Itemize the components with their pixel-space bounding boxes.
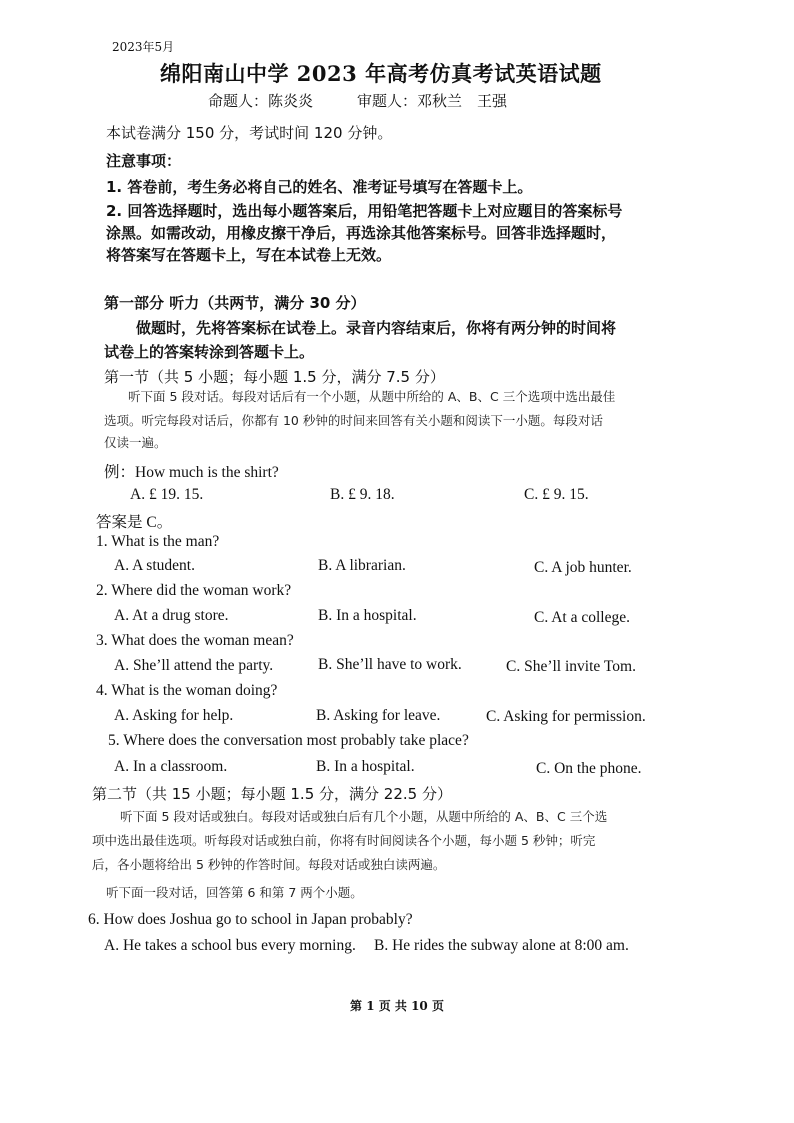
question-3: 3. What does the woman mean? bbox=[96, 632, 294, 649]
q3-option-c: C. She’ll invite Tom. bbox=[506, 658, 636, 675]
reviewer: 审题人：邓秋兰 王强 bbox=[357, 92, 508, 110]
q1-option-b: B. A librarian. bbox=[318, 557, 406, 574]
section2-sub-instruction: 听下面一段对话，回答第 6 和第 7 两个小题。 bbox=[106, 885, 363, 900]
setter: 命题人：陈炎炎 bbox=[208, 92, 314, 110]
exam-title: 绵阳南山中学 2023 年高考仿真考试英语试题 bbox=[160, 61, 602, 86]
q5-option-b: B. In a hospital. bbox=[316, 758, 415, 775]
section1-heading: 第一节（共 5 小题；每小题 1.5 分，满分 7.5 分） bbox=[104, 368, 445, 386]
q5-option-c: C. On the phone. bbox=[536, 760, 642, 777]
section2-heading: 第二节（共 15 小题；每小题 1.5 分，满分 22.5 分） bbox=[92, 785, 452, 803]
section1-instruction-line-3: 仅读一遍。 bbox=[104, 435, 167, 450]
q2-option-b: B. In a hospital. bbox=[318, 607, 417, 624]
q2-option-a: A. At a drug store. bbox=[114, 607, 229, 624]
section1-instruction-line-1: 听下面 5 段对话。每段对话后有一个小题，从题中所给的 A、B、C 三个选项中选出最佳 bbox=[128, 389, 616, 404]
part1-heading: 第一部分 听力（共两节，满分 30 分） bbox=[104, 294, 366, 312]
note-item-2-line-2: 涂黑。如需改动，用橡皮擦干净后，再选涂其他答案标号。回答非选择题时， bbox=[106, 224, 617, 242]
question-5: 5. Where does the conversation most probably take place? bbox=[108, 732, 469, 749]
exam-info: 本试卷满分 150 分，考试时间 120 分钟。 bbox=[106, 124, 393, 142]
q1-option-a: A. A student. bbox=[114, 557, 195, 574]
part1-instruction-line-2: 试卷上的答案转涂到答题卡上。 bbox=[104, 343, 315, 361]
q1-option-c: C. A job hunter. bbox=[534, 559, 632, 576]
question-6: 6. How does Joshua go to school in Japan probably? bbox=[88, 911, 413, 928]
q6-option-a: A. He takes a school bus every morning. bbox=[104, 937, 356, 954]
authors-line bbox=[208, 90, 507, 111]
q5-option-a: A. In a classroom. bbox=[114, 758, 228, 775]
section2-instruction-line-2: 项中选出最佳选项。听每段对话或独白前，你将有时间阅读各个小题，每小题 5 秒钟；听完 bbox=[92, 833, 596, 848]
question-2: 2. Where did the woman work? bbox=[96, 582, 292, 599]
notes-heading: 注意事项： bbox=[106, 152, 182, 170]
q3-option-b: B. She’ll have to work. bbox=[318, 656, 462, 673]
q3-option-a: A. She’ll attend the party. bbox=[114, 657, 274, 674]
example-option-c: C. £ 9. 15. bbox=[524, 486, 589, 503]
section2-instruction-line-3: 后，各小题将给出 5 秒钟的作答时间。每段对话或独白读两遍。 bbox=[92, 857, 446, 872]
page-footer: 第 1 页 共 10 页 bbox=[350, 999, 444, 1013]
note-item-2-line-3: 将答案写在答题卡上，写在本试卷上无效。 bbox=[106, 246, 392, 264]
part1-instruction-line-1: 做题时，先将答案标在试卷上。录音内容结束后，你将有两分钟的时间将 bbox=[136, 319, 617, 337]
section2-instruction-line-1: 听下面 5 段对话或独白。每段对话或独白后有几个小题，从题中所给的 A、B、C 三个选 bbox=[120, 809, 608, 824]
note-item-2-line-1: 2. 回答选择题时，选出每小题答案后，用铅笔把答题卡上对应题目的答案标号 bbox=[106, 202, 623, 220]
q4-option-b: B. Asking for leave. bbox=[316, 707, 441, 724]
q6-option-b: B. He rides the subway alone at 8:00 am. bbox=[374, 937, 629, 954]
question-1: 1. What is the man? bbox=[96, 533, 220, 550]
section1-instruction-line-2: 选项。听完每段对话后，你都有 10 秒钟的时间来回答有关小题和阅读下一小题。每段对话 bbox=[104, 413, 603, 428]
q4-option-c: C. Asking for permission. bbox=[486, 708, 646, 725]
example-question: 例：How much is the shirt? bbox=[104, 464, 279, 481]
example-option-a: A. £ 19. 15. bbox=[130, 486, 204, 503]
exam-date: 2023年5月 bbox=[112, 40, 175, 54]
note-item-1: 1. 答卷前，考生务必将自己的姓名、准考证号填写在答题卡上。 bbox=[106, 178, 533, 196]
q4-option-a: A. Asking for help. bbox=[114, 707, 234, 724]
example-answer: 答案是 C。 bbox=[96, 514, 173, 531]
example-option-b: B. £ 9. 18. bbox=[330, 486, 395, 503]
q2-option-c: C. At a college. bbox=[534, 609, 630, 626]
question-4: 4. What is the woman doing? bbox=[96, 682, 278, 699]
